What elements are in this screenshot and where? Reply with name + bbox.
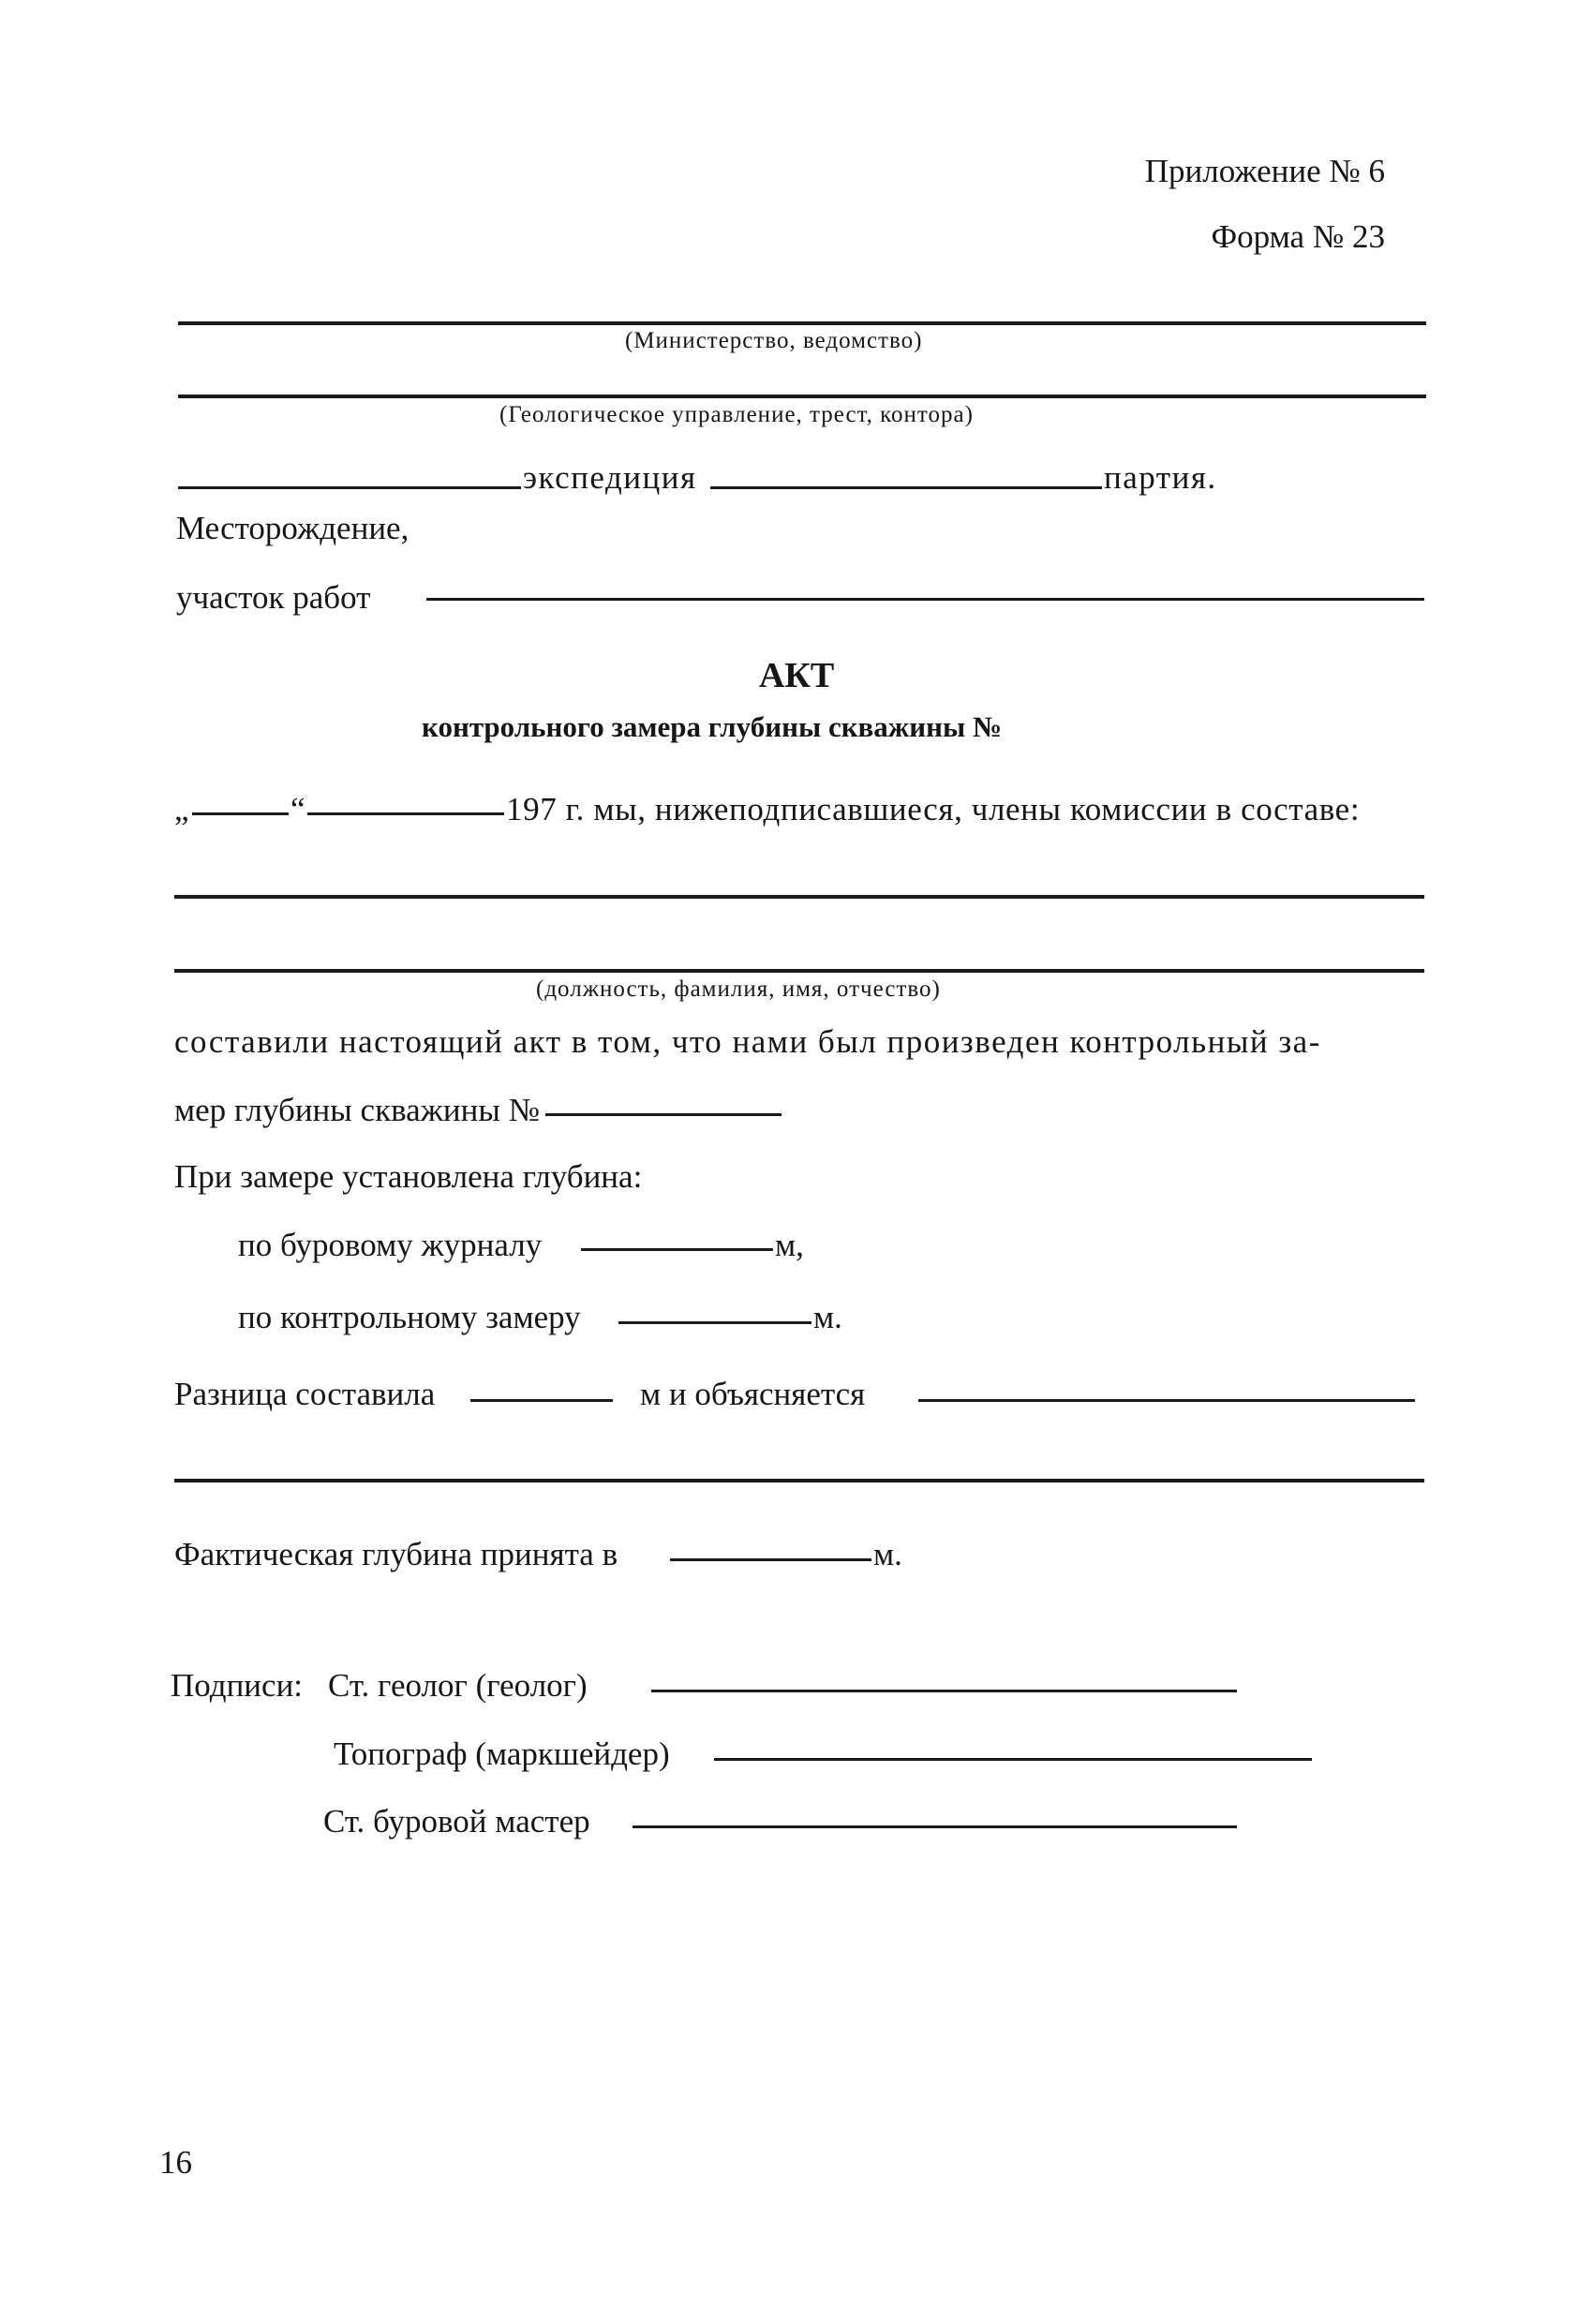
explanation-field[interactable] xyxy=(918,1399,1415,1402)
by-control-field[interactable] xyxy=(618,1321,811,1324)
topographer-signature-field[interactable] xyxy=(714,1758,1312,1761)
day-field[interactable] xyxy=(192,812,289,815)
act-subtitle: контрольного замера глубины скважины № xyxy=(422,710,1003,743)
difference-label: Разница составила xyxy=(174,1376,436,1412)
difference-field[interactable] xyxy=(470,1399,613,1402)
topographer-label: Топограф (маркшейдер) xyxy=(334,1736,670,1772)
deposit-label: Месторождение, xyxy=(176,510,409,546)
by-control-unit: м. xyxy=(813,1299,842,1335)
drilling-master-label: Ст. буровой мастер xyxy=(323,1803,590,1840)
by-control-label: по контрольному замеру xyxy=(238,1299,581,1335)
date-text: 197 г. мы, нижеподписавшиеся, члены комиссии в составе: xyxy=(506,791,1361,827)
expedition-field[interactable] xyxy=(178,486,521,489)
by-journal-label: по буровому журналу xyxy=(238,1227,543,1263)
department-caption: (Геологическое управление, трест, контора) xyxy=(499,402,974,427)
by-journal-field[interactable] xyxy=(581,1248,773,1251)
actual-depth-field[interactable] xyxy=(670,1558,871,1561)
open-quote: „ xyxy=(174,791,189,827)
statement-line-2: мер глубины скважины № xyxy=(174,1092,540,1128)
member-field-2[interactable] xyxy=(174,969,1424,973)
ministry-caption: (Министерство, ведомство) xyxy=(625,328,923,353)
act-title: АКТ xyxy=(758,656,835,695)
geologist-label: Ст. геолог (геолог) xyxy=(328,1667,588,1704)
page-number: 16 xyxy=(159,2144,192,2181)
actual-depth-unit: м. xyxy=(873,1536,902,1572)
by-journal-unit: м, xyxy=(775,1227,804,1263)
well-number-field[interactable] xyxy=(545,1113,782,1116)
signatures-label: Подписи: xyxy=(171,1667,304,1704)
geologist-signature-field[interactable] xyxy=(651,1690,1237,1692)
statement-line-1: составили настоящий акт в том, что нами был произведен контрольный за- xyxy=(174,1023,1321,1060)
appendix-label: Приложение № 6 xyxy=(1144,153,1385,189)
difference-unit: м и объясняется xyxy=(640,1376,866,1412)
depth-intro: При замере установлена глубина: xyxy=(174,1158,643,1195)
form-number: Форма № 23 xyxy=(1211,218,1385,255)
drilling-master-signature-field[interactable] xyxy=(633,1825,1237,1828)
explanation-field-2[interactable] xyxy=(174,1479,1424,1482)
party-label: партия. xyxy=(1104,459,1217,496)
site-label: участок работ xyxy=(176,579,371,616)
expedition-label: экспедиция xyxy=(523,459,697,496)
month-field[interactable] xyxy=(307,812,504,815)
site-field[interactable] xyxy=(426,598,1424,601)
actual-depth-label: Фактическая глубина принята в xyxy=(174,1536,618,1572)
department-field[interactable] xyxy=(178,395,1426,398)
members-caption: (должность, фамилия, имя, отчество) xyxy=(536,976,941,1002)
party-field[interactable] xyxy=(710,486,1102,489)
ministry-field[interactable] xyxy=(178,321,1426,325)
close-quote: “ xyxy=(290,791,305,827)
member-field-1[interactable] xyxy=(174,895,1424,899)
